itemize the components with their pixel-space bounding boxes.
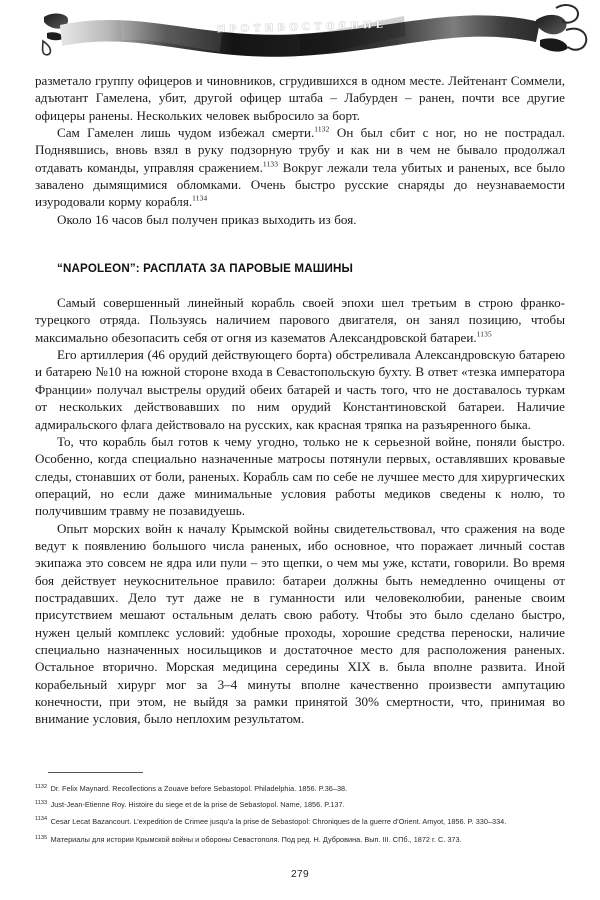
paragraph: Около 16 часов был получен приказ выходить из боя. [57, 211, 357, 227]
footnote-reference[interactable]: 1134 [192, 194, 208, 204]
footnote-text: Материалы для истории Крымской войны и обороны Севастополя. Под ред. Н. Дубровина. Вып. III. СПб., 1872 г. С. 373. [50, 835, 462, 845]
footnote-text: Just-Jean-Etienne Roy. Histoire du siege et de la prise de Sebastopol. Name, 1856. P.137. [50, 800, 345, 810]
paragraph: Самый совершенный линейный корабль своей эпохи шел третьим в строю франко-турецкого отряда. Пользуясь наличием парового двигателя, он занял позицию, чтобы максимально обезопасить себя от огня из казематов Александровской батареи.$^{1135}$ [35, 295, 565, 345]
ribbon-banner-icon [0, 0, 600, 68]
footnote-number: 1132 [35, 783, 48, 790]
page-text-column [35, 72, 565, 728]
footnote-number: 1134 [35, 816, 48, 823]
footnote-item [35, 817, 565, 827]
banner-title: ПРОТИВОСТОЯНИЕ [216, 19, 388, 36]
footnote-text: Dr. Felix Maynard. Recollections a Zouave before Sebastopol. Philadelphia. 1856. P.36–38. [50, 784, 348, 793]
footnote-reference[interactable]: 1133 [262, 159, 279, 169]
footnote-text: Cesar Lecat Bazancourt. L’expedition de Crimee jusqu’a la prise de Sebastopol: Chroniques de la guerre d’Orient. Amyot, 1856. P. 330–334. [50, 816, 507, 826]
footnote-reference[interactable]: 1135 [476, 329, 492, 339]
spacer [35, 275, 565, 294]
paragraph: Сам Гамелен лишь чудом избежал смерти.$^{1132}$ Он был сбит с ног, но не пострадал. Поднявшись, вновь взял в руку подзорную трубу и как ни в чем не бывало продолжал отдавать команды, управляя сражением.$^{1133}$ Вокруг лежали тела убитых и раненых, все было завалено дымящимися обломками. Очень быстро русские снаряды до неузнаваемости изуродовали корму корабля.$^{1134}$ [35, 124, 565, 210]
paragraph: То, что корабль был готов к чему угодно, только не к серьезной войне, поняли быстро. Особенно, когда специально назначенные матросы потянули первых, оставлявших кровавые следы, стонавших от боли, раненых. Корабль сам по себе не лучшее место для хирургических операций, но если даже минимальные условия работы медиков сведены к нолю, то получившим травму не позавидуешь. [35, 433, 565, 519]
footnote-separator-rule [48, 772, 143, 773]
footnote-section [35, 772, 565, 846]
footnote-number: 1135 [35, 834, 48, 841]
paragraph: Опыт морских войн к началу Крымской войны свидетельствовал, что сражения на воде ведут к появлению большого числа раненых, ибо основное, что поражает личный состав экипажа это совсем не ядра или пули – это щепки, о чем мы уже, кстати, говорили. Во время боя действует неукоснительное правило: батареи должны быть немедленно очищены от пострадавших. Дело тут даже не в гуманности или человеколюбии, раненые своим присутствием мешают остальным делать свою работу. Чтобы это было сделано быстро, нужен целый комплекс условий: удобные проходы, хорошие средства переноски, наличие специально назначенных носильщиков и достаточное место для расположения раненых. Остальное вторично. Морская медицина середины XIX в. была вполне развита. Иной корабельный хирург мог за 3–4 минуты вполне качественно произвести ампутацию конечности, при этом, не выйдя за рамки принятой 30% смертности, что, принимая во внимание условия, было неплохим результатом. [35, 520, 565, 727]
paragraph: разметало группу офицеров и чиновников, сгрудившихся в одном месте. Лейтенант Соммели, адъютант Гамелена, убит, другой офицер штаба – Лабурден – ранен, почти все другие офицеры ранены. Нескольких человек выбросило за борт. [35, 73, 565, 123]
footnote-item [35, 784, 565, 794]
footnote-number: 1133 [35, 799, 48, 806]
spacer [35, 228, 565, 262]
section-heading: “NAPOLEON”: РАСПЛАТА ЗА ПАРОВЫЕ МАШИНЫ [57, 262, 354, 276]
footnote-item [35, 835, 565, 845]
footnote-list [35, 784, 565, 846]
footnote-reference[interactable]: 1132 [314, 124, 330, 134]
page-number: 279 [291, 869, 309, 880]
footnote-item [35, 800, 565, 810]
paragraph: Его артиллерия (46 орудий действующего борта) обстреливала Александровскую батарею и батарею №10 на южной стороне входа в Севастопольскую бухту. В ответ «тезка императора Франции» получал выстрелы орудий обеих батарей и часть того, что не доставалось туркам от нескольких действовавших по ним орудий Константиновской батареи. Наличие адмиральского флага действовало на русских, как красная тряпка на разъяренного быка. [35, 347, 565, 432]
page-header-ornament [0, 0, 600, 68]
